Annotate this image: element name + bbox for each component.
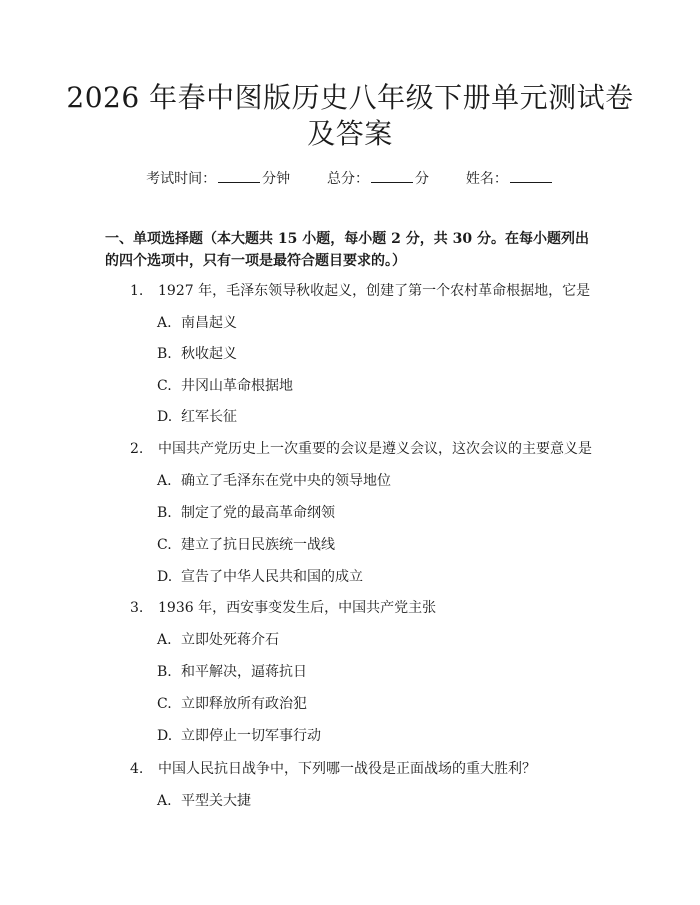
score-blank	[371, 168, 413, 183]
option-text: 宣告了中华人民共和国的成立	[181, 569, 363, 585]
option-letter: D.	[157, 409, 173, 425]
option-text: 立即释放所有政治犯	[181, 696, 307, 712]
option-text: 确立了毛泽东在党中央的领导地位	[181, 473, 391, 489]
option-letter: C.	[157, 378, 172, 394]
option-letter: A.	[157, 473, 172, 489]
option-1b	[157, 344, 597, 364]
option-letter: A.	[157, 632, 172, 648]
question-number: 3.	[130, 600, 144, 616]
score-unit: 分	[415, 171, 429, 187]
question-number: 2.	[130, 441, 144, 457]
document-title	[60, 80, 640, 152]
option-4a	[157, 791, 597, 811]
option-3c	[157, 694, 597, 714]
option-text: 红军长征	[181, 409, 237, 425]
option-2a	[157, 471, 597, 491]
time-unit: 分钟	[262, 171, 291, 187]
option-letter: B.	[157, 346, 172, 362]
option-2b	[157, 503, 597, 523]
question-number: 4.	[130, 761, 144, 777]
exam-meta-line	[0, 168, 700, 189]
option-letter: A.	[157, 315, 172, 331]
option-text: 平型关大捷	[181, 793, 251, 809]
title-line-1: 2026 年春中图版历史八年级下册单元测试卷	[66, 81, 634, 114]
option-1d	[157, 407, 597, 427]
name-blank	[510, 168, 552, 183]
option-letter: D.	[157, 728, 173, 744]
option-3d	[157, 726, 597, 746]
question-2	[130, 439, 610, 459]
option-letter: B.	[157, 664, 172, 680]
option-text: 和平解决，逼蒋抗日	[181, 664, 307, 680]
question-stem: 中国人民抗日战争中，下列哪一战役是正面战场的重大胜利？	[158, 761, 536, 777]
question-1	[130, 281, 610, 301]
option-letter: C.	[157, 696, 172, 712]
option-text: 立即处死蒋介石	[181, 632, 279, 648]
option-text: 制定了党的最高革命纲领	[181, 505, 335, 521]
option-3b	[157, 662, 597, 682]
question-stem: 1927 年，毛泽东领导秋收起义，创建了第一个农村革命根据地，它是	[158, 283, 591, 299]
option-text: 秋收起义	[181, 346, 237, 362]
option-letter: C.	[157, 537, 172, 553]
name-label: 姓名：	[465, 171, 508, 187]
option-text: 井冈山革命根据地	[181, 378, 293, 394]
question-4	[130, 759, 610, 779]
section-heading: 一、单项选择题（本大题共 15 小题，每小题 2 分，共 30 分。在每小题列出的四个选项中，只有一项是最符合题目要求的。）	[105, 231, 589, 269]
option-letter: B.	[157, 505, 172, 521]
option-letter: A.	[157, 793, 172, 809]
option-1a	[157, 313, 597, 333]
option-text: 建立了抗日民族统一战线	[181, 537, 335, 553]
option-text: 立即停止一切军事行动	[181, 728, 321, 744]
question-number: 1.	[130, 283, 144, 299]
option-2c	[157, 535, 597, 555]
option-letter: D.	[157, 569, 173, 585]
option-2d	[157, 567, 597, 587]
option-3a	[157, 630, 597, 650]
time-label: 考试时间：	[146, 171, 217, 187]
option-1c	[157, 376, 597, 396]
time-blank	[218, 168, 260, 183]
option-text: 南昌起义	[181, 315, 237, 331]
score-label: 总分：	[327, 171, 369, 187]
question-3	[130, 598, 610, 618]
question-stem: 1936 年，西安事变发生后，中国共产党主张	[158, 600, 437, 616]
question-stem: 中国共产党历史上一次重要的会议是遵义会议，这次会议的主要意义是	[158, 441, 592, 457]
title-line-2: 及答案	[307, 117, 393, 150]
